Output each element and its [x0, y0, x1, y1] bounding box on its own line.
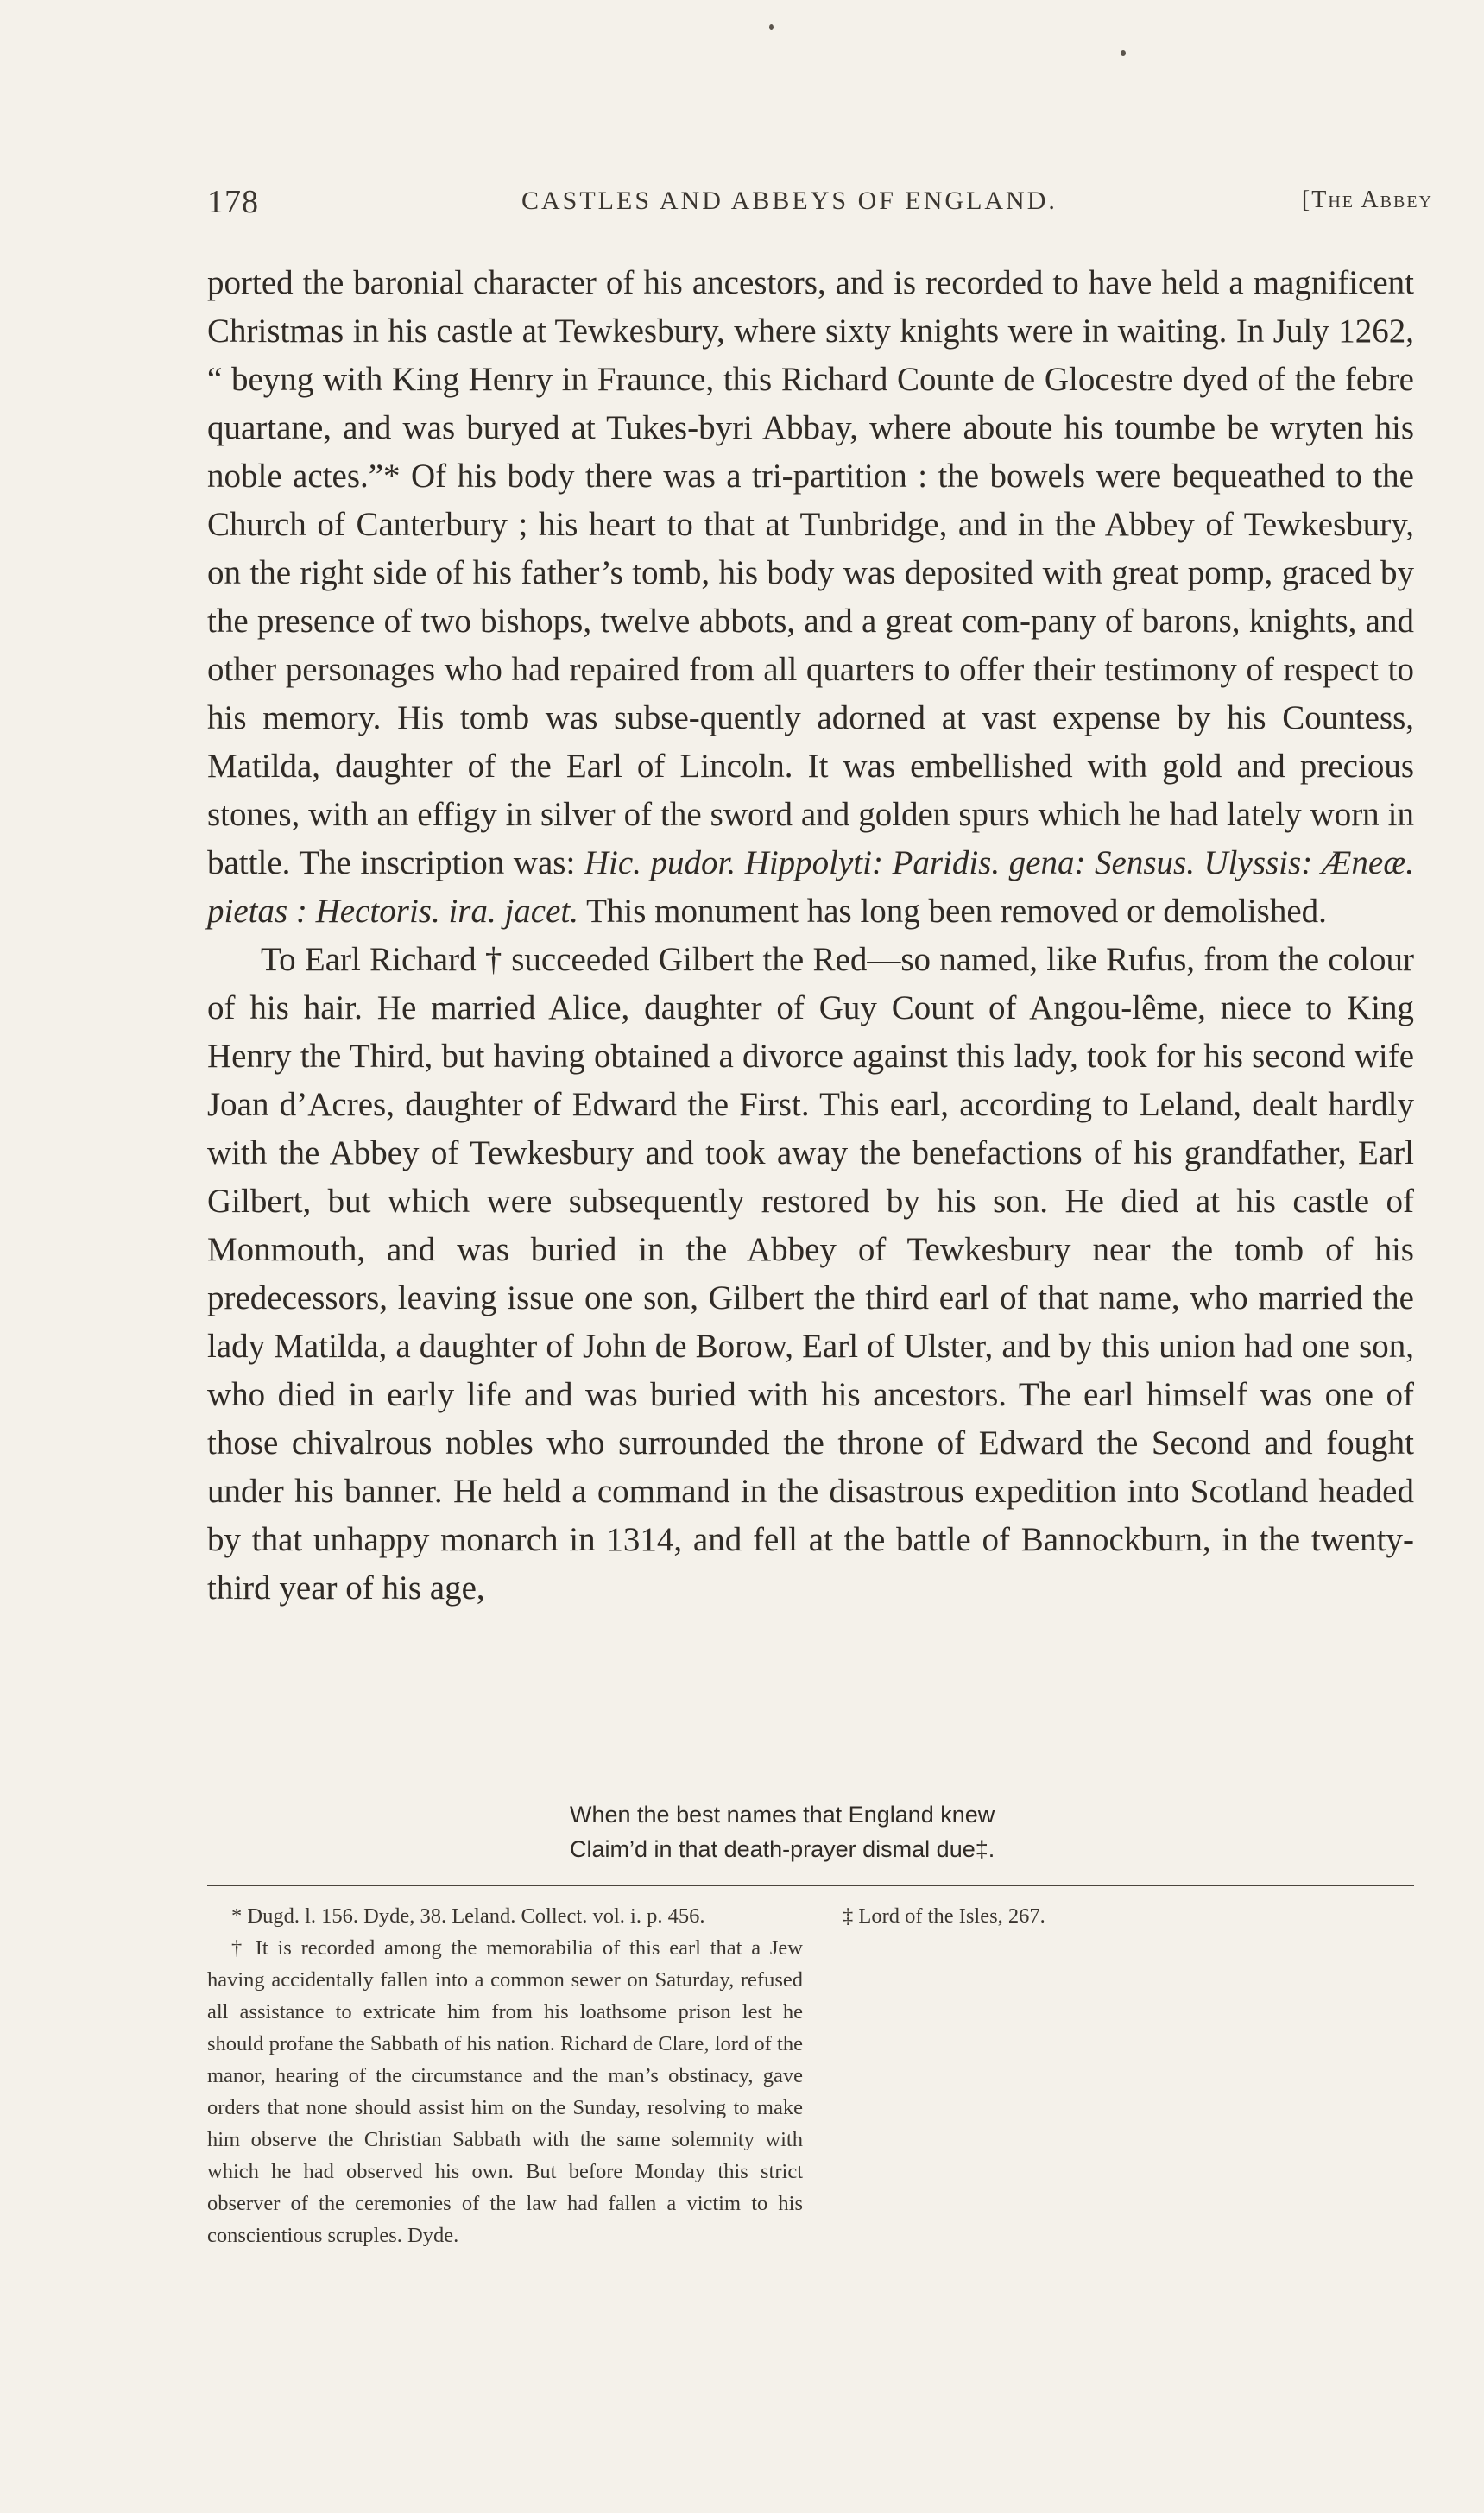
- footnote-divider: [207, 1885, 1414, 1886]
- footnotes-column-left: [207, 1900, 803, 2251]
- latin-inscription: Hic. pudor. Hippolyti: Paridis. gena: Sensus. Ulyssis: Æneæ. pietas : Hectoris. ira. jacet.: [207, 844, 1414, 930]
- footnote-lord-of-isles: ‡ Lord of the Isles, 267.: [843, 1904, 1045, 1928]
- page-number: 178: [207, 184, 259, 220]
- running-header: [207, 183, 1433, 228]
- verse-line-1: When the best names that England knew: [570, 1802, 995, 1828]
- paragraph-2: To Earl Richard † succeeded Gilbert the Red—so named, like Rufus, from the colour of his hair. He married Alice, daughter of Guy Count of Angou-lême, niece to King Henry the Third, but having obtained a divorce against this lady, took for his second wife Joan d’Acres, daughter of Edward the First. This earl, according to Leland, dealt hardly with the Abbey of Tewkesbury and took away the benefactions of his grandfather, Earl Gilbert, but which were subsequently restored by his son. He died at his castle of Monmouth, and was buried in the Abbey of Tewkesbury near the tomb of his predecessors, leaving issue one son, Gilbert the third earl of that name, who married the lady Matilda, a daughter of John de Borow, Earl of Ulster, and by this union had one son, who died in early life and was buried with his ancestors. The earl himself was one of those chivalrous nobles who surrounded the throne of Edward the Second and fought under his banner. He held a command in the disastrous expedition into Scotland headed by that unhappy monarch in 1314, and fell at the battle of Bannockburn, in the twenty-third year of his age,: [207, 941, 1414, 1607]
- verse-quote: [570, 1797, 1174, 1866]
- verse-line-2: Claim’d in that death-prayer dismal due‡.: [570, 1836, 995, 1862]
- running-title: CASTLES AND ABBEYS OF ENGLAND.: [521, 186, 1058, 215]
- paragraph-1-end: This monument has long been removed or demolished.: [586, 893, 1327, 930]
- footnote-dugdale: * Dugd. l. 156. Dyde, 38. Leland. Collect. vol. i. p. 456.: [231, 1904, 705, 1928]
- section-title: [The Abbey: [1301, 186, 1433, 213]
- footnote-jew-sewer: † It is recorded among the memorabilia of this earl that a Jew having accidentally fallen into a common sewer on Saturday, refused all assistance to extricate him from his loathsome prison lest he should profane the Sabbath of his nation. Richard de Clare, lord of the manor, hearing of the circumstance and the man’s obstinacy, gave orders that none should assist him on the Sunday, resolving to make him observe the Christian Sabbath with the same solemnity with which he had observed his own. But before Monday this strict observer of the ceremonies of the law had fallen a victim to his conscientious scruples. Dyde.: [207, 1936, 803, 2247]
- main-text: [207, 259, 1414, 1613]
- paragraph-1: [207, 259, 1414, 936]
- paragraph-1-text: ported the baronial character of his ancestors, and is recorded to have held a magnificent Christmas in his castle at Tewkesbury, where sixty knights were in waiting. In July 1262, “ beyng with King Henry in Fraunce, this Richard Counte de Glocestre dyed of the febre quartane, and was buryed at Tukes-byri Abbay, where aboute his toumbe be wryten his noble actes.”* Of his body there was a tri-partition : the bowels were bequeathed to the Church of Canterbury ; his heart to that at Tunbridge, and in the Abbey of Tewkesbury, on the right side of his father’s tomb, his body was deposited with great pomp, graced by the presence of two bishops, twelve abbots, and a great com-pany of barons, knights, and other personages who had repaired from all quarters to offer their testimony of respect to his memory. His tomb was subse-quently adorned at vast expense by his Countess, Matilda, daughter of the Earl of Lincoln. It was embellished with gold and precious stones, with an effigy in silver of the sword and golden spurs which he had lately worn in battle. The inscription was:: [207, 264, 1414, 881]
- print-speck: [769, 24, 774, 30]
- print-speck: [1121, 50, 1126, 56]
- footnotes-column-right: [818, 1900, 1414, 1932]
